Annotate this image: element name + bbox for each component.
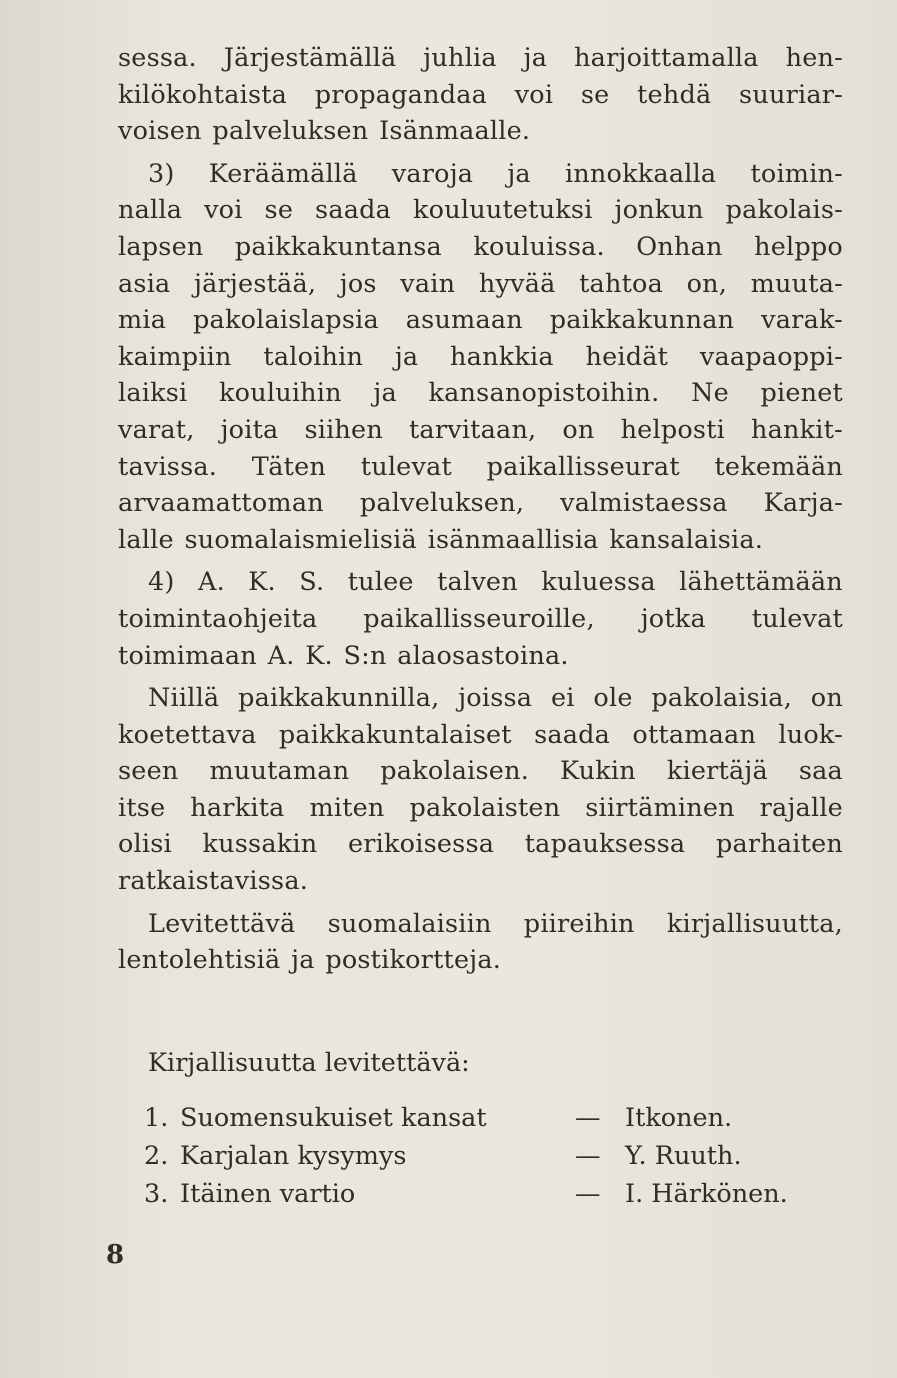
literature-dash: — <box>575 1141 601 1172</box>
text-line: ratkaistavissa. <box>118 866 309 897</box>
text-line: toimimaan A. K. S:n alaosastoina. <box>118 640 569 671</box>
text-line: voisen palveluksen Isänmaalle. <box>118 116 531 147</box>
literature-title: Karjalan kysymys <box>180 1141 407 1172</box>
paragraph <box>118 680 843 900</box>
literature-number: 3. <box>144 1179 169 1210</box>
body-text <box>118 40 843 1213</box>
text-line: lapsen paikkakuntansa kouluissa. Onhan helppo <box>118 231 843 262</box>
text-line: varat, joita siihen tarvitaan, on helposti hankit- <box>118 414 843 445</box>
text-line: 4) A. K. S. tulee talven kuluessa lähettämään <box>148 567 843 598</box>
literature-item <box>144 1099 843 1137</box>
text-line: arvaamattoman palveluksen, valmistaessa Karja- <box>118 488 843 519</box>
text-line: nalla voi se saada kouluutetuksi jonkun pakolais- <box>118 195 843 226</box>
literature-title: Suomensukuiset kansat <box>180 1103 487 1134</box>
text-line: kaimpiin taloihin ja hankkia heidät vaapaoppi- <box>118 341 843 372</box>
text-line: Niillä paikkakunnilla, joissa ei ole pakolaisia, on <box>148 683 843 714</box>
paragraph <box>118 40 843 150</box>
literature-author: Y. Ruuth. <box>625 1141 742 1172</box>
page-number: 8 <box>106 1240 125 1270</box>
literature-item <box>144 1137 843 1175</box>
text-line: toimintaohjeita paikallisseuroille, jotka tulevat <box>118 603 843 634</box>
literature-item <box>144 1175 843 1213</box>
literature-title: Itäinen vartio <box>180 1179 356 1210</box>
paragraph <box>118 156 843 559</box>
text-line: seen muutaman pakolaisen. Kukin kiertäjä saa <box>118 756 843 787</box>
text-line: laiksi kouluihin ja kansanopistoihin. Ne pienet <box>118 378 843 409</box>
text-line: mia pakolaislapsia asumaan paikkakunnan varak- <box>118 305 843 336</box>
literature-number: 2. <box>144 1141 169 1172</box>
literature-dash: — <box>575 1103 601 1134</box>
text-line: 3) Keräämällä varoja ja innokkaalla toimin- <box>148 158 843 189</box>
text-line: sessa. Järjestämällä juhlia ja harjoittamalla hen- <box>118 43 843 73</box>
literature-list <box>118 1099 843 1213</box>
literature-heading: Kirjallisuutta levitettävä: <box>148 1047 470 1078</box>
literature-author: I. Härkönen. <box>625 1179 788 1210</box>
text-line: kilökohtaista propagandaa voi se tehdä suuriar- <box>118 79 843 110</box>
literature-number: 1. <box>144 1103 169 1134</box>
text-line: lentolehtisiä ja postikortteja. <box>118 945 502 976</box>
paragraph <box>118 906 843 979</box>
literature-dash: — <box>575 1179 601 1210</box>
text-line: asia järjestää, jos vain hyvää tahtoa on, muuta- <box>118 268 843 299</box>
paragraph <box>118 564 843 674</box>
text-line: Levitettävä suomalaisiin piireihin kirjallisuutta, <box>148 908 843 939</box>
text-line: olisi kussakin erikoisessa tapauksessa parhaiten <box>118 829 843 860</box>
text-line: tavissa. Täten tulevat paikallisseurat tekemään <box>118 451 843 482</box>
literature-author: Itkonen. <box>625 1103 733 1134</box>
text-line: itse harkita miten pakolaisten siirtäminen rajalle <box>118 792 843 823</box>
text-line: lalle suomalaismielisiä isänmaallisia kansalaisia. <box>118 524 764 555</box>
text-line: koetettava paikkakuntalaiset saada ottamaan luok- <box>118 719 843 750</box>
